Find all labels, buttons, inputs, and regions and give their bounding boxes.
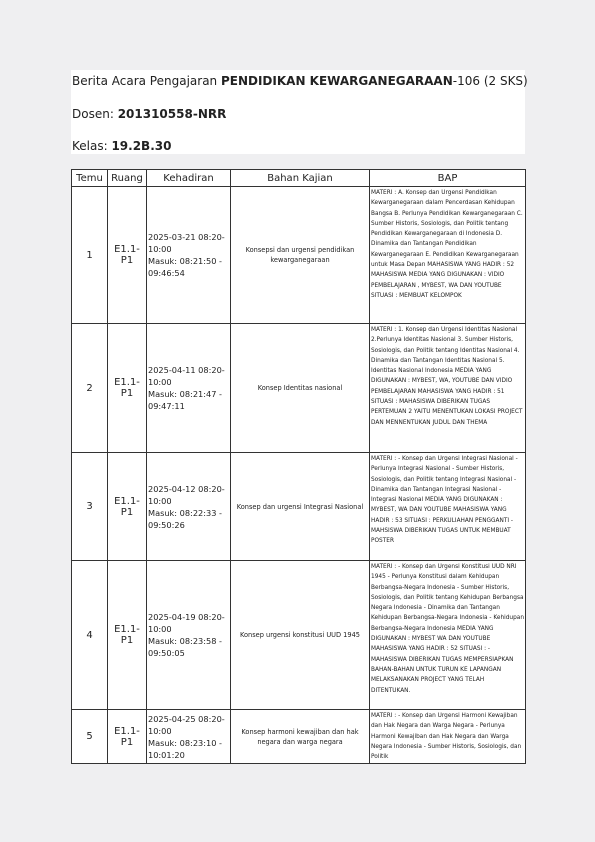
schedule-time: 2025-04-12 08:20-10:00 bbox=[148, 483, 225, 506]
bap-cell: MATERI : - Konsep dan Urgensi Konstitusi UUD NRI 1945 - Perlunya Konstitusi dalam Kehidupan Berbangsa-Negara Indonesia - Sumber Historis, Sosiologis, dan Politik tentang Kehidupan Berbangsa Negara Indonesia - Dinamika dan Tantangan Kehidupan Berbangsa-Negara Indonesia - Kehidupan Berbangsa-Negara Indonesia MEDIA YANG DIGUNAKAN : MYBEST WA DAN YOUTUBE MAHASISWA YANG HADIR : 52 SITUASI : - MAHASISWA DIBERIKAN TUGAS MEMPERSIAPKAN BAHAN-BAHAN UNTUK TURUN KE LAPANGAN MELAKSANAKAN PROJECT YANG TELAH DITENTUKAN. bbox=[370, 561, 526, 710]
table-row bbox=[72, 187, 526, 324]
schedule-time: 2025-04-25 08:20-10:00 bbox=[148, 713, 225, 736]
bahan-kajian-cell: Konsep harmoni kewajiban dan hak negara dan warga negara bbox=[231, 710, 370, 764]
dosen-value: 201310558-NRR bbox=[117, 107, 227, 121]
table-header-row bbox=[72, 170, 526, 187]
table-row bbox=[72, 324, 526, 453]
col-header-bap: BAP bbox=[370, 170, 526, 187]
temu-cell: 1 bbox=[72, 187, 108, 324]
table-row bbox=[72, 710, 526, 764]
title-prefix: Berita Acara Pengajaran bbox=[72, 74, 221, 88]
check-in-time: Masuk: 08:22:33 - 09:50:26 bbox=[148, 507, 222, 530]
col-header-kehadiran: Kehadiran bbox=[147, 170, 231, 187]
course-code: -106 (2 SKS) bbox=[452, 74, 528, 88]
dosen-label: Dosen: bbox=[72, 107, 118, 121]
temu-cell: 5 bbox=[72, 710, 108, 764]
check-in-time: Masuk: 08:23:10 - 10:01:20 bbox=[148, 737, 222, 760]
bap-cell: MATERI : - Konsep dan Urgensi Harmoni Kewajiban dan Hak Negara dan Warga Negara - Perlunya Harmoni Kewajiban dan Hak Negara dan Warga Negara Indonesia - Sumber Historis, Sosiologis, dan Politik bbox=[370, 710, 526, 764]
dosen-line bbox=[72, 107, 226, 121]
bahan-kajian-cell: Konsep urgensi konstitusi UUD 1945 bbox=[231, 561, 370, 710]
report-title bbox=[72, 74, 528, 88]
table-row bbox=[72, 453, 526, 561]
kehadiran-cell bbox=[147, 561, 231, 710]
temu-cell: 4 bbox=[72, 561, 108, 710]
check-in-time: Masuk: 08:23:58 - 09:50:05 bbox=[148, 636, 222, 658]
schedule-time: 2025-03-21 08:20-10:00 bbox=[148, 232, 225, 254]
schedule-time: 2025-04-11 08:20-10:00 bbox=[148, 365, 225, 387]
check-in-time: Masuk: 08:21:47 - 09:47:11 bbox=[148, 389, 222, 411]
bap-cell: MATERI : A. Konsep dan Urgensi Pendidikan Kewarganegaraan dalam Pencerdasan Kehidupan Bangsa B. Perlunya Pendidikan Kewarganegaraan C. Sumber Historis, Sosiologis, dan Politik tentang Pendidikan Kewarganegaraan di Indonesia D. Dinamika dan Tantangan Pendidikan Kewarganegaraan E. Pendidikan Kewarganegaraan untuk Masa Depan MAHASISWA YANG HADIR : 52 MAHASISWA MEDIA YANG DIGUNAKAN : VIDIO PEMBELAJARAN , MYBEST, WA DAN YOUTUBE SITUASI : MEMBUAT KELOMPOK bbox=[370, 187, 526, 324]
bap-table bbox=[71, 169, 526, 764]
col-header-ruang: Ruang bbox=[108, 170, 147, 187]
table-row bbox=[72, 561, 526, 710]
ruang-cell: E1.1-P1 bbox=[108, 324, 147, 453]
schedule-time: 2025-04-19 08:20-10:00 bbox=[148, 612, 225, 634]
temu-cell: 2 bbox=[72, 324, 108, 453]
kehadiran-cell bbox=[147, 453, 231, 561]
bahan-kajian-cell: Konsep dan urgensi Integrasi Nasional bbox=[231, 453, 370, 561]
kehadiran-cell bbox=[147, 324, 231, 453]
kelas-label: Kelas: bbox=[72, 139, 112, 153]
kehadiran-cell bbox=[147, 187, 231, 324]
ruang-cell: E1.1-P1 bbox=[108, 710, 147, 764]
check-in-time: Masuk: 08:21:50 - 09:46:54 bbox=[148, 256, 222, 278]
kelas-line bbox=[72, 139, 171, 153]
ruang-cell: E1.1-P1 bbox=[108, 453, 147, 561]
bap-cell: MATERI : 1. Konsep dan Urgensi Identitas Nasional 2.Perlunya Identitas Nasional 3. Sumber Historis, Sosiologis, dan Politik tentang Identitas Nasional 4. Dinamika dan Tantangan Identitas Nasional 5. Identitas Nasional Indonesia MEDIA YANG DIGUNAKAN : MYBEST, WA, YOUTUBE DAN VIDIO PEMBELAJARAN MAHASISWA YANG HADIR : 51 SITUASI : MAHASISWA DIBERIKAN TUGAS PERTEMUAN 2 YAITU MENENTUKAN LOKASI PROJECT DAN MENNENTUKAN JUDUL DAN THEMA bbox=[370, 324, 526, 453]
course-name: PENDIDIKAN KEWARGANEGARAAN bbox=[220, 74, 453, 88]
kehadiran-cell bbox=[147, 710, 231, 764]
ruang-cell: E1.1-P1 bbox=[108, 561, 147, 710]
bahan-kajian-cell: Konsepsi dan urgensi pendidikan kewarganegaraan bbox=[231, 187, 370, 324]
kelas-value: 19.2B.30 bbox=[111, 139, 172, 153]
temu-cell: 3 bbox=[72, 453, 108, 561]
col-header-temu: Temu bbox=[72, 170, 108, 187]
col-header-bahan-kajian: Bahan Kajian bbox=[231, 170, 370, 187]
report-header bbox=[71, 70, 528, 154]
bahan-kajian-cell: Konsep Identitas nasional bbox=[231, 324, 370, 453]
bap-cell: MATERI : - Konsep dan Urgensi Integrasi Nasional - Perlunya Integrasi Nasional - Sumber Historis, Sosiologis, dan Politik tentang Integrasi Nasional - Dinamika dan Tantangan Integrasi Nasional - Integrasi Nasional MEDIA YANG DIGUNAKAN : MYBEST, WA DAN YOUTUBE MAHASISWA YANG HADIR : 53 SITUASI : PERKULIAHAN PENGGANTI - MAHSISWA DIBERIKAN TUGAS UNTUK MEMBUAT POSTER bbox=[370, 453, 526, 561]
ruang-cell: E1.1-P1 bbox=[108, 187, 147, 324]
